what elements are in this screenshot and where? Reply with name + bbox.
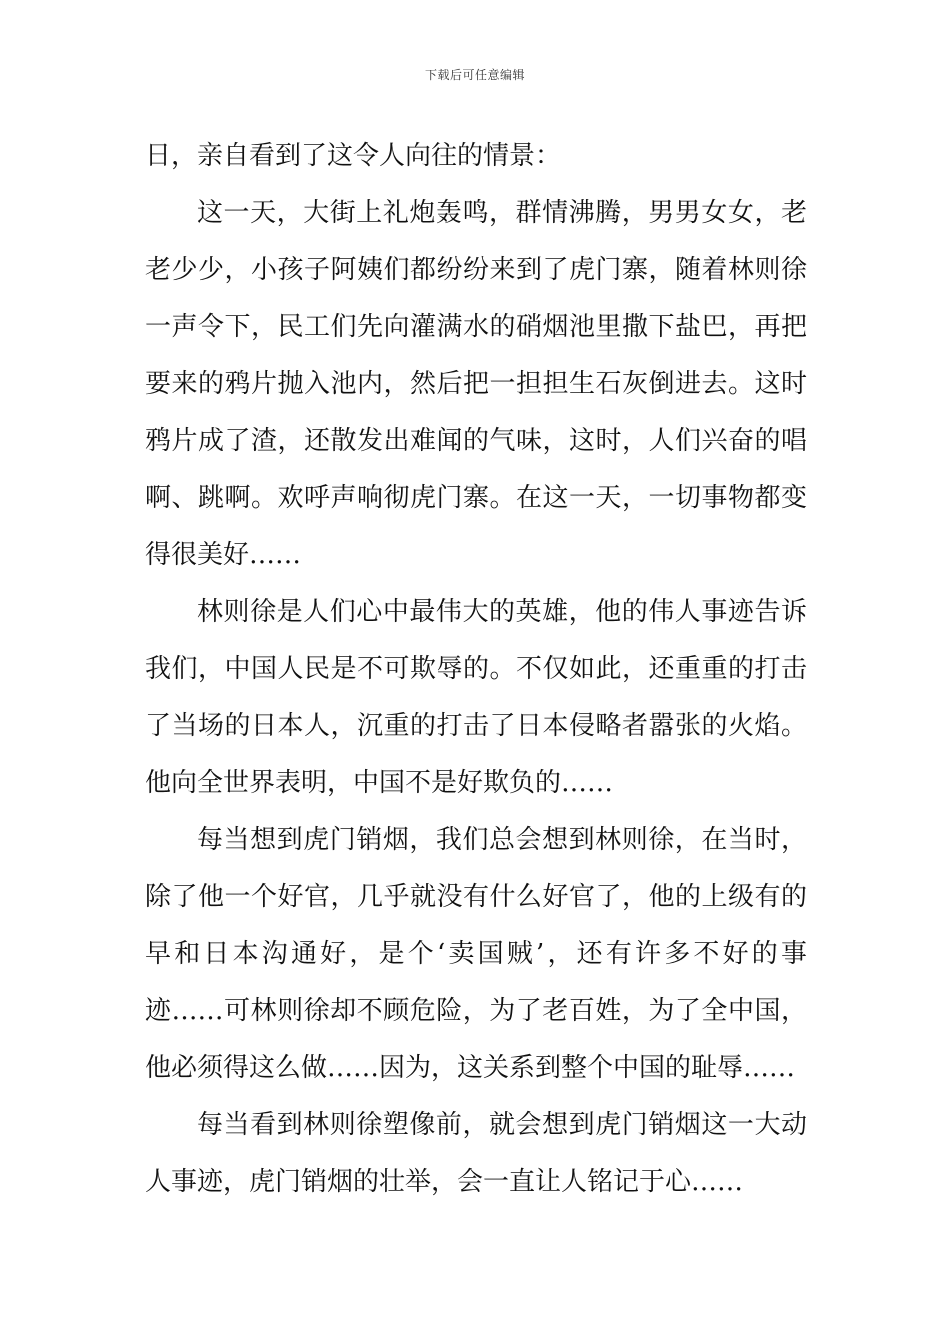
paragraph: 这一天，大街上礼炮轰鸣，群情沸腾，男男女女，老老少少，小孩子阿姨们都纷纷来到了虎门寨，随着林则徐一声令下，民工们先向灌满水的硝烟池里撒下盐巴，再把要来的鸦片抛入池内，然后把一担担生石灰倒进去。这时鸦片成了渣，还散发出难闻的气味，这时，人们兴奋的唱啊、跳啊。欢呼声响彻虎门寨。在这一天，一切事物都变得很美好……: [145, 198, 807, 570]
page-header: 下载后可任意编辑: [424, 68, 525, 82]
paragraph: 林则徐是人们心中最伟大的英雄，他的伟人事迹告诉我们，中国人民是不可欺辱的。不仅如此，还重重的打击了当场的日本人，沉重的打击了日本侵略者嚣张的火焰。他向全世界表明，中国不是好欺负的……: [145, 597, 807, 798]
paragraph: 每当想到虎门销烟，我们总会想到林则徐，在当时，除了他一个好官，几乎就没有什么好官了，他的上级有的早和日本沟通好，是个‘卖国贼’，还有许多不好的事迹……可林则徐却不顾危险，为了老百姓，为了全中国，他必须得这么做……因为，这关系到整个中国的耻辱……: [145, 825, 807, 1083]
paragraph: 每当看到林则徐塑像前，就会想到虎门销烟这一大动人事迹，虎门销烟的壮举，会一直让人铭记于心……: [145, 1110, 807, 1197]
document-body: [145, 128, 807, 1211]
paragraph-continuation: 日，亲自看到了这令人向往的情景：: [145, 141, 562, 171]
